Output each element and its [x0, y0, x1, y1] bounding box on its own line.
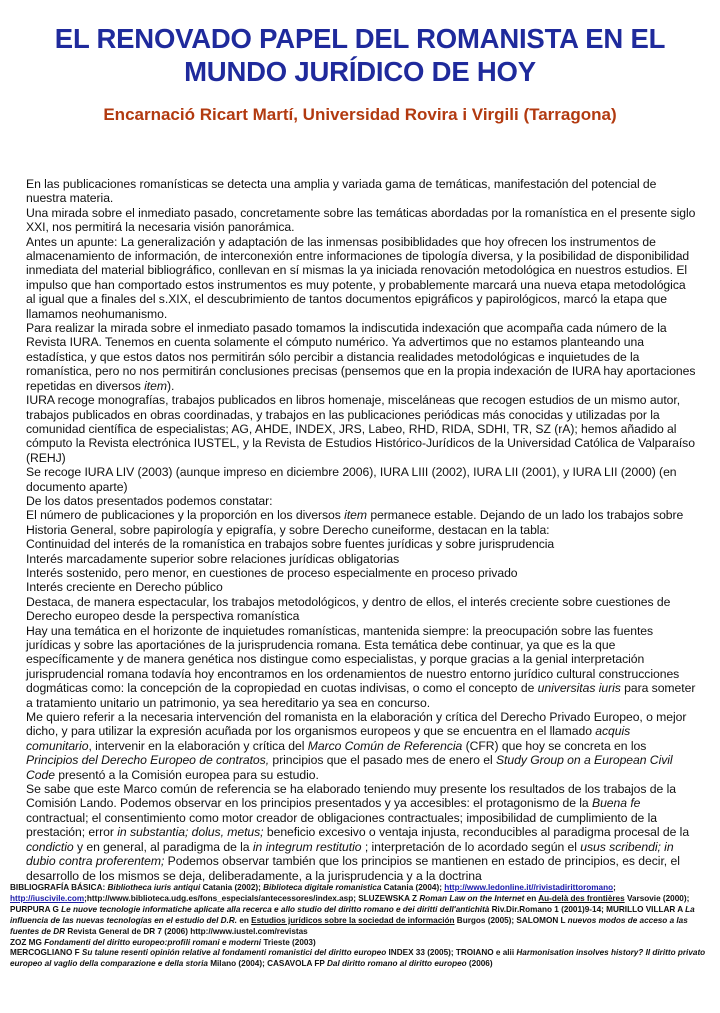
author-affiliation: Encarnació Ricart Martí, Universidad Rovira i Virgili (Tarragona) [103, 105, 617, 124]
document-title: EL RENOVADO PAPEL DEL ROMANISTA EN EL MUNDO JURÍDICO DE HOY [54, 23, 666, 87]
bibliography-line: BIBLIOGRAFÍA BÁSICA: Bibliotheca iuris antiqui Catania (2002); Biblioteca digitale romanistica Catania (2004); http://www.ledonline.it//rivistadirittoromano; http://iuscivile.com;http://www.biblioteca.udg.es/fons_especials/antecessores/index.asp; SLUZEWSKA Z Roman Law on the Internet en Au-delà des frontières Varsovie (2000); PURPURA G Le nuove tecnologie informatiche aplicate alla recerca e allo studio del diritto romano e dei diritti dell'antichità Riv.Dir.Romano 1 (2001)9-14; MURILLO VILLAR A La influencia de las nuevas tecnologías en el estudio del D.R. en Estudios jurídicos sobre la sociedad de información Burgos (2005); SALOMON L nuevos modos de acceso a las fuentes de DR Revista General de DR 7 (2006) http://www.iustel.com/revistas [10, 883, 695, 936]
paragraph-iura-volumes: Se recoge IURA LIV (2003) (aunque impreso en diciembre 2006), IURA LIII (2002), IURA LII (2001), y IURA LII (2000) (en documento aparte) [26, 465, 677, 494]
link-iuscivile[interactable]: http://iuscivile.com [10, 893, 85, 903]
paragraph-sources-jurisprudence: Hay una temática en el horizonte de inquietudes romanísticas, mantenida siempre: la preocupación sobre las fuentes jurídicas y sobre las aportaciónes de la jurisprudencia romana. Esta temática debe continuar, ya que es la que específicamente y de manera genética nos distingue como especialistas, y porque gracias a la genial interpretación jurisprudencial romana todavía hoy encontramos en los ordenamientos de nuestro entorno jurídico cultural construcciones dogmáticas como: la concepción de la copropiedad en cuotas indivisas, o como el concepto de universitas iuris para someter a tratamiento unitario un patrimonio, ya sea hereditario ya sea en concurso. [26, 623, 696, 710]
bibliography [10, 883, 712, 970]
finding-item: Interés sostenido, pero menor, en cuestiones de proceso especialmente en proceso privado [26, 565, 518, 580]
paragraph-findings: El número de publicaciones y la proporción en los diversos item permanece estable. Dejando de un lado los trabajos sobre Historia General, sobre papirología y epigrafía, y sobre Derecho cuneiforme, destacan en la tabla: [26, 508, 684, 537]
finding-item: Continuidad del interés de la romanística en trabajos sobre fuentes jurídicas y sobre jurisprudencia [26, 537, 555, 552]
finding-item: Interés marcadamente superior sobre relaciones jurídicas obligatorias [26, 551, 400, 566]
body-text [26, 177, 698, 883]
link-rivista-diritto-romano[interactable]: http://www.ledonline.it//rivistadirittoromano [444, 883, 614, 892]
paragraph-iura-sources: IURA recoge monografías, trabajos publicados en libros homenaje, misceláneas que recogen estudios de un mismo autor, trabajos publicados en obras coordinadas, y trabajos en las publicaciones periódicas más conocidas y utilizadas por la comunidad científica de especialistas; AG, AHDE, INDEX, JRS, Labeo, RHD, RIDA, SDHI, TR, SZ (rA); hemos añadido al cómputo la Revista electrónica IUSTEL, y la Revista de Estudios Histórico-Jurídicos de la Universidad Católica de Valparaíso (REHJ) [26, 393, 695, 465]
paragraph-intro: En las publicaciones romanísticas se detecta una amplia y variada gama de temáticas, manifestación del potencial de nuestra materia. [26, 177, 657, 206]
finding-item: Interés creciente en Derecho público [26, 580, 223, 595]
paragraph-findings-intro: De los datos presentados podemos constatar: [26, 493, 273, 508]
paragraph-methodology: Antes un apunte: La generalización y adaptación de las inmensas posibiblidades que hoy ofrecen los instrumentos de almacenamiento de información, de interconexión entre informaciones de tipología diversa, y la posibilidad de disponibilidad inmediata del material bibliográfico, conllevan en sí mismas la ya iniciada renovación metodológica en nuestros estudios. El impulso que han comportado estos instrumentos es muy potente, y probablemente marcará una nueva etapa metodológica al igual que a finales del s.XIX, el descubrimiento de tantos documentos epigráficos y papirológicos, marcó la etapa que llamamos neohumanismo. [26, 234, 690, 321]
paragraph-common-frame: Se sabe que este Marco común de referencia se ha elaborado teniendo muy presente los resultados de los trabajos de la Comisión Lando. Podemos observar en los principios presentados y ya accesibles: el protagonismo de la Buena fe contractual; el consentimiento como motor creador de obligaciones contractuales; imposibilidad de cumplimiento de la prestación; error in substantia; dolus, metus; beneficio excesivo o ventaja injusta, reconducibles al paradigma procesal de la condictio y en general, al paradigma de la in integrum restitutio ; interpretación de lo acordado según el usus scribendi; in dubio contra proferentem; Podemos observar también que los principios se mantienen en estado de principios, es decir, el desarrollo de los mismos se deja, deliberadamente, a la jurisprudencia y a la doctrina [26, 782, 690, 883]
finding-item: Destaca, de manera espectacular, los trabajos metodológicos, y dentro de ellos, el interés creciente sobre cuestiones de Derecho europeo desde la perspectiva romanística [26, 594, 671, 624]
paragraph-iura-index: Para realizar la mirada sobre el inmediato pasado tomamos la indiscutida indexación que acompaña cada número de la Revista IURA. Tenemos en cuenta solamente el cómputo numérico. Ya advertimos que no estamos planteando una estadística, y que estos datos nos permitirán sólo percibir a distancia realidades metodológicas e inquietudes de la romanística, pero no nos permitirán conclusiones precisas (pensemos que en la propia indexación de IURA hay aportaciones repetidas en diversos item). [26, 321, 696, 393]
bibliography-line: MERCOGLIANO F Su talune resenti opinión relative al fondamenti romanistici del diritto europeo INDEX 33 (2005); TROIANO e alii Harmonisation insolves history? Il diritto privato europeo al vaglio della comparazione e della storia Milano (2004); CASAVOLA FP Dal diritto romano al diritto europeo (2006) [10, 948, 706, 969]
paragraph-european-law: Me quiero referir a la necesaria intervención del romanista en la elaboración y crítica del Derecho Privado Europeo, o mejor dicho, y para utilizar la expresión acuñada por los organismos europeos y que se encuentra en el llamado acquis comunitario, intervenir en la elaboración y crítica del Marco Común de Referencia (CFR) que hoy se concreta en los Principios del Derecho Europeo de contratos, principios que el pasado mes de enero el Study Group on a European Civil Code presentó a la Comisión europea para su estudio. [26, 710, 687, 782]
paragraph-overview: Una mirada sobre el inmediato pasado, concretamente sobre las temáticas abordadas por la romanística en el presente siglo XXI, nos permitirá la necesaria visión panorámica. [26, 205, 696, 235]
bibliography-line: ZOZ MG Fondamenti del diritto europeo:profili romani e moderni Trieste (2003) [10, 937, 316, 947]
